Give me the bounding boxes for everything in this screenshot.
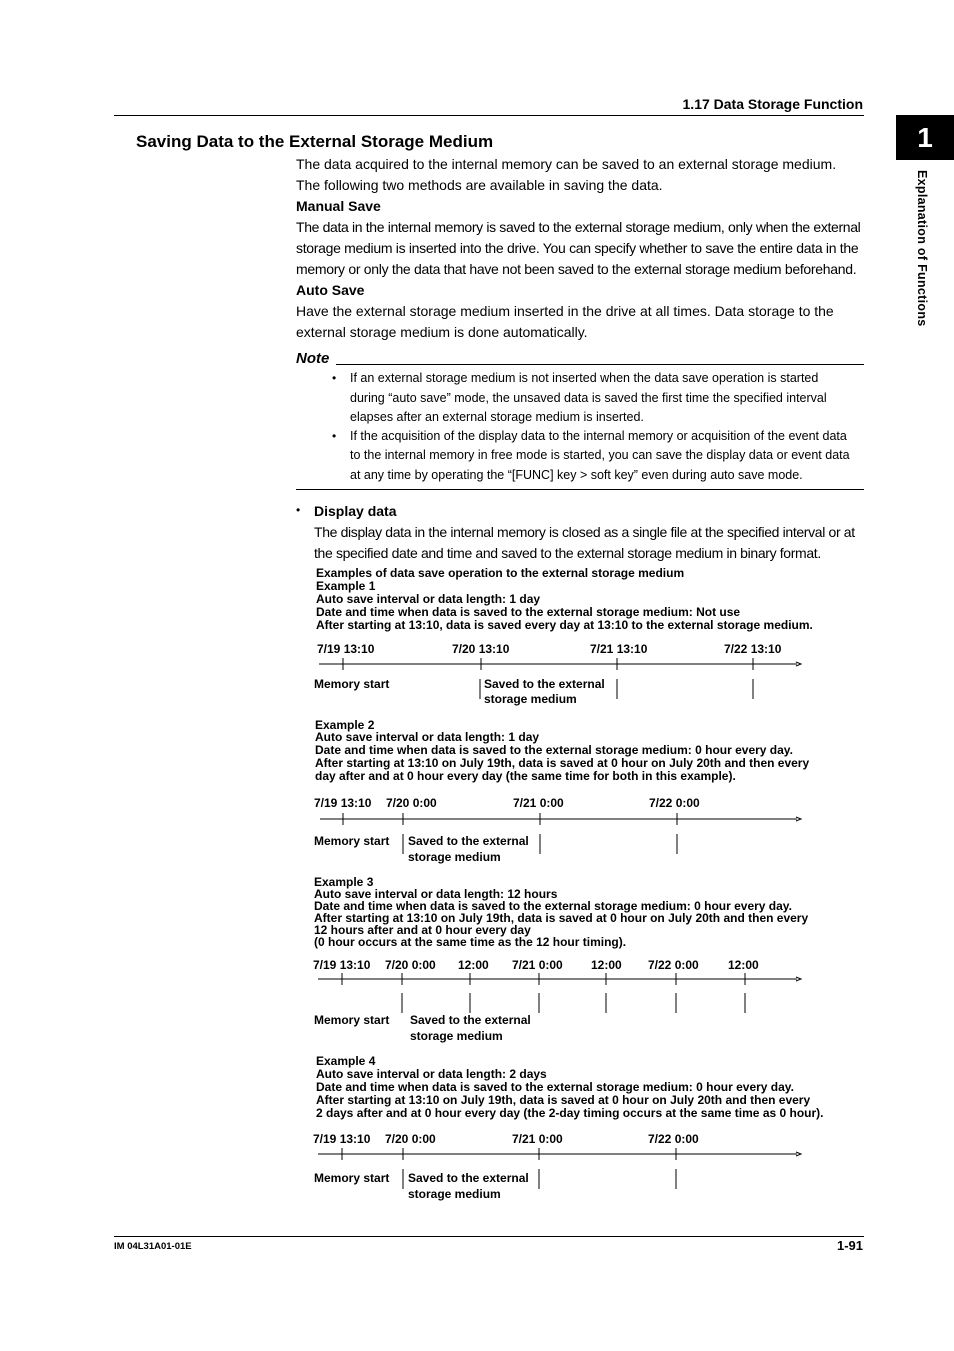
ex4-saved-line-1: Saved to the external [408, 1171, 529, 1185]
ex2-title: Example 2 [315, 718, 375, 732]
ex1-memory-start: Memory start [314, 677, 390, 691]
ex4-time-label: 7/22 0:00 [648, 1132, 699, 1146]
ex2-line-4: After starting at 13:10 on July 19th, data is saved at 0 hour on July 20th and then every [315, 756, 810, 770]
ex4-line-5: 2 days after and at 0 hour every day (the 2-day timing occurs at the same time as 0 hour). [316, 1106, 824, 1120]
ex2-line-5: day after and at 0 hour every day (the same time for both in this example). [315, 769, 736, 783]
manual-line-3: memory or only the data that have not been saved to the external storage medium beforehand. [296, 261, 857, 277]
ex2-time-label: 7/19 13:10 [314, 796, 372, 810]
ex1-time-label: 7/20 13:10 [452, 642, 510, 656]
note-1-line-3: elapses after an external storage medium is inserted. [350, 410, 644, 424]
ex3-line-5: 12 hours after and at 0 hour every day [314, 923, 531, 937]
ex1-time-label: 7/22 13:10 [724, 642, 782, 656]
ex2-line-2: Auto save interval or data length: 1 day [315, 730, 540, 744]
section-title: Saving Data to the External Storage Medium [136, 132, 494, 151]
ex4-time-label: 7/21 0:00 [512, 1132, 563, 1146]
note-title: Note [296, 350, 330, 367]
ex1-line-3: Date and time when data is saved to the external storage medium: Not use [316, 605, 741, 619]
chapter-tab: 1 [896, 115, 954, 160]
ex3-time-label: 7/22 0:00 [648, 958, 699, 972]
ex2-time-label: 7/20 0:00 [386, 796, 437, 810]
ex1-line-2: Auto save interval or data length: 1 day [316, 592, 541, 606]
display-data-heading: Display data [314, 503, 397, 519]
note-bullet-1: • [332, 371, 337, 385]
note-1-line-2: during “auto save” mode, the unsaved data is saved the first time the specified interval [350, 391, 827, 405]
intro-line-1: The data acquired to the internal memory can be saved to an external storage medium. [296, 156, 837, 172]
ex4-line-4: After starting at 13:10 on July 19th, data is saved at 0 hour on July 20th and then every [316, 1093, 811, 1107]
ex3-time-label: 12:00 [458, 958, 489, 972]
ex4-memory-start: Memory start [314, 1171, 390, 1185]
ex3-title: Example 3 [314, 875, 374, 889]
auto-save-heading: Auto Save [296, 282, 365, 298]
ex4-time-label: 7/19 13:10 [313, 1132, 371, 1146]
document-id: IM 04L31A01-01E [114, 1241, 192, 1252]
ex3-saved-line-1: Saved to the external [410, 1013, 531, 1027]
ex1-title: Example 1 [316, 579, 376, 593]
ex4-line-2: Auto save interval or data length: 2 days [316, 1067, 547, 1081]
ex2-line-3: Date and time when data is saved to the external storage medium: 0 hour every day. [315, 743, 793, 757]
manual-line-1: The data in the internal memory is saved to the external storage medium, only when the external [296, 219, 861, 235]
ex3-time-label: 7/20 0:00 [385, 958, 436, 972]
ex3-saved-line-2: storage medium [410, 1029, 503, 1043]
intro-line-2: The following two methods are available in saving the data. [296, 177, 663, 193]
manual-save-heading: Manual Save [296, 198, 381, 214]
ex2-memory-start: Memory start [314, 834, 390, 848]
auto-line-1: Have the external storage medium inserted in the drive at all times. Data storage to the [296, 303, 834, 319]
ex3-line-3: Date and time when data is saved to the external storage medium: 0 hour every day. [314, 899, 792, 913]
manual-line-2: storage medium is inserted into the drive. You can specify whether to save the entire data in the [296, 240, 859, 256]
examples-intro: Examples of data save operation to the external storage medium [316, 566, 685, 580]
ex3-memory-start: Memory start [314, 1013, 390, 1027]
page-number: 1-91 [836, 1238, 863, 1253]
ex4-title: Example 4 [316, 1054, 376, 1068]
ex3-time-label: 12:00 [591, 958, 622, 972]
ex3-line-6: (0 hour occurs at the same time as the 12 hour timing). [314, 935, 627, 949]
ex3-time-label: 7/19 13:10 [313, 958, 371, 972]
side-label-text: Explanation of Functions [915, 170, 929, 327]
ex3-line-2: Auto save interval or data length: 12 hours [314, 887, 558, 901]
ex4-time-label: 7/20 0:00 [385, 1132, 436, 1146]
ex3-time-label: 12:00 [728, 958, 759, 972]
ex1-line-4: After starting at 13:10, data is saved every day at 13:10 to the external storage medium. [316, 618, 813, 632]
ex2-saved-line-1: Saved to the external [408, 834, 529, 848]
ex1-time-label: 7/19 13:10 [317, 642, 375, 656]
ex2-saved-line-2: storage medium [408, 850, 501, 864]
note-2-line-1: If the acquisition of the display data to the internal memory or acquisition of the event data [350, 429, 847, 443]
ex2-time-label: 7/22 0:00 [649, 796, 700, 810]
ex4-saved-line-2: storage medium [408, 1187, 501, 1201]
ex3-time-label: 7/21 0:00 [512, 958, 563, 972]
ex4-line-3: Date and time when data is saved to the external storage medium: 0 hour every day. [316, 1080, 794, 1094]
note-2-line-2: to the internal memory in free mode is started, you can save the display data or event data [350, 448, 850, 462]
ex2-time-label: 7/21 0:00 [513, 796, 564, 810]
footer-rule [114, 1236, 864, 1237]
display-line-2: the specified date and time and saved to the external storage medium in binary format. [314, 545, 821, 561]
running-title: 1.17 Data Storage Function [682, 96, 863, 112]
ex1-saved-line-2: storage medium [484, 692, 577, 706]
note-bullet-2: • [332, 429, 337, 443]
display-bullet: • [296, 503, 301, 517]
display-line-1: The display data in the internal memory is closed as a single file at the specified interval or at [314, 524, 855, 540]
note-2-line-3: at any time by operating the “[FUNC] key > soft key” even during auto save mode. [350, 468, 803, 482]
ex1-time-label: 7/21 13:10 [590, 642, 648, 656]
ex1-saved-line-1: Saved to the external [484, 677, 605, 691]
auto-line-2: external storage medium is done automatically. [296, 324, 588, 340]
note-1-line-1: If an external storage medium is not inserted when the data save operation is started [350, 371, 819, 385]
ex3-line-4: After starting at 13:10 on July 19th, data is saved at 0 hour on July 20th and then every [314, 911, 809, 925]
